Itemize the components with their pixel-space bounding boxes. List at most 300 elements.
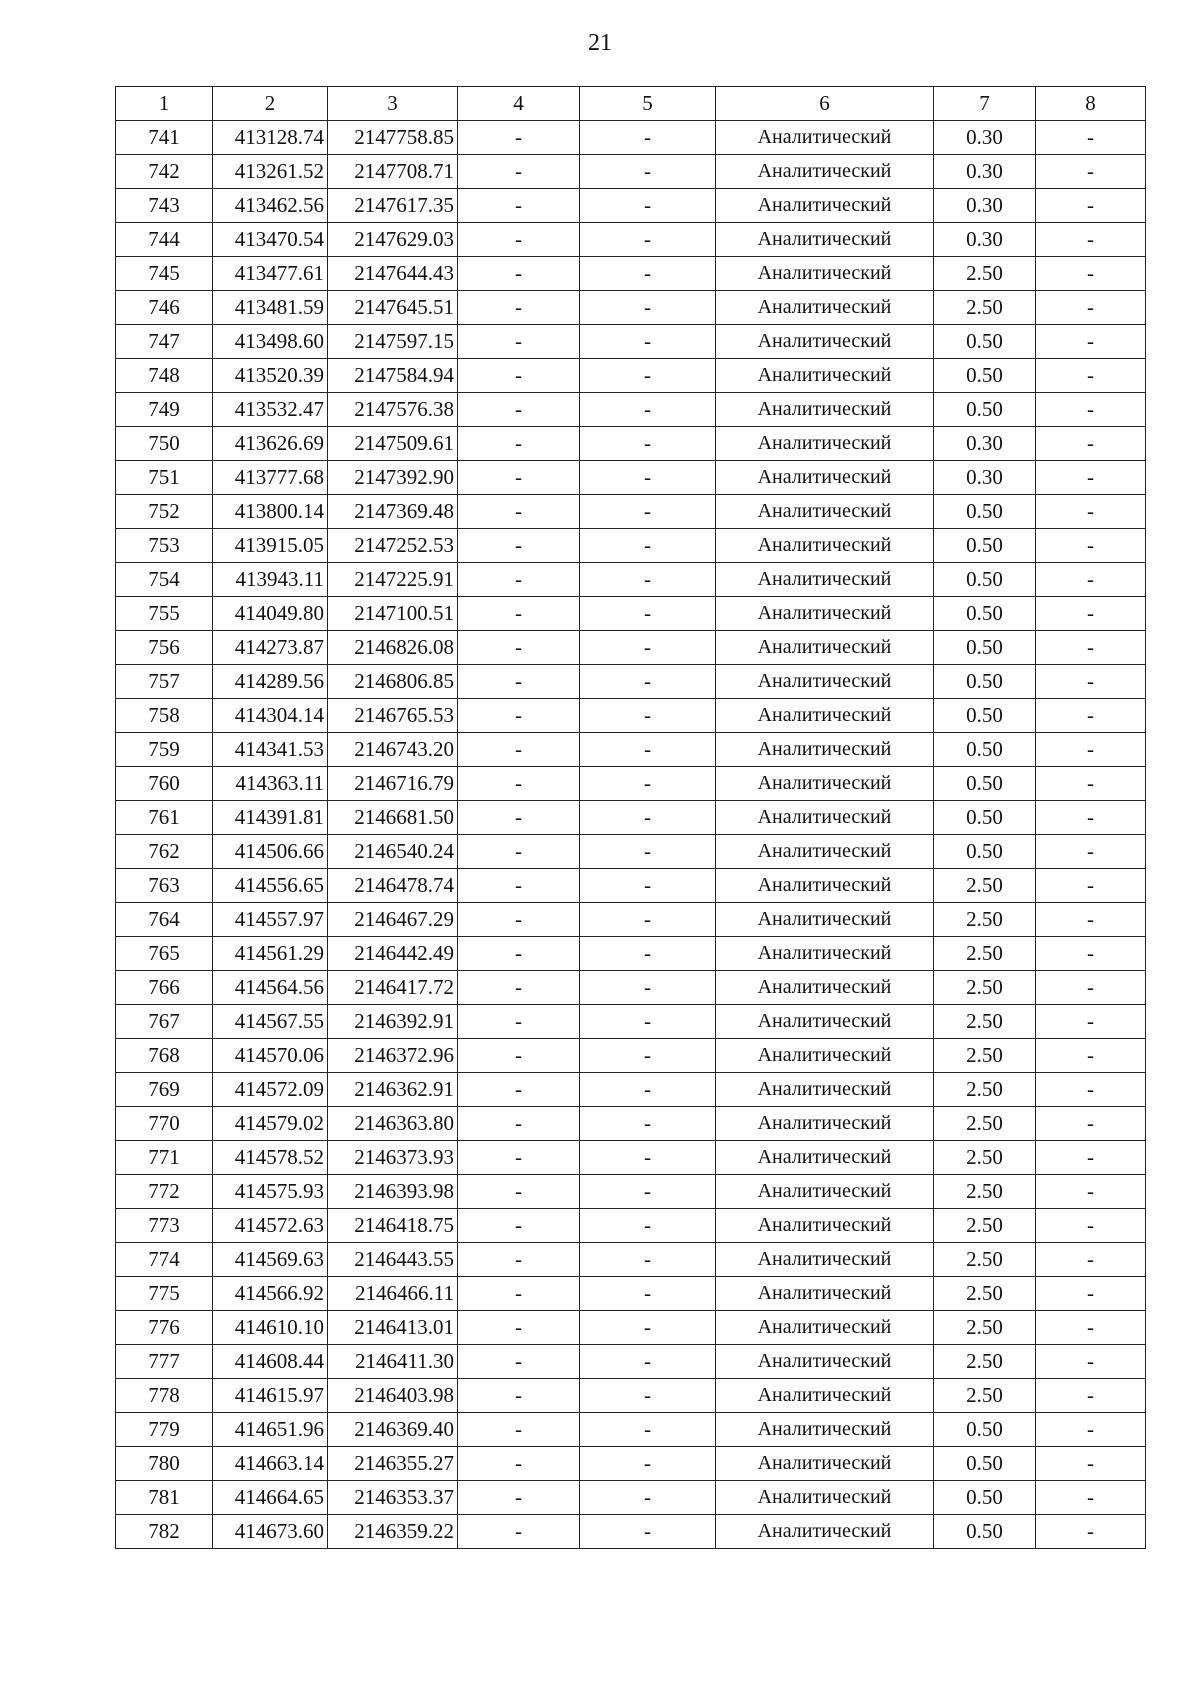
table-row — [116, 1481, 1146, 1515]
column-8-cell: - — [1036, 1005, 1146, 1039]
accuracy-cell: 2.50 — [934, 1005, 1036, 1039]
table-row — [116, 1379, 1146, 1413]
method-cell: Аналитический — [716, 665, 934, 699]
x-coordinate-cell: 414304.14 — [213, 699, 328, 733]
accuracy-cell: 0.50 — [934, 801, 1036, 835]
y-coordinate-cell: 2147584.94 — [328, 359, 458, 393]
column-4-cell: - — [458, 1243, 580, 1277]
column-4-cell: - — [458, 121, 580, 155]
x-coordinate-cell: 414363.11 — [213, 767, 328, 801]
table-body — [116, 121, 1146, 1549]
column-8-cell: - — [1036, 1277, 1146, 1311]
column-4-cell: - — [458, 971, 580, 1005]
x-coordinate-cell: 413520.39 — [213, 359, 328, 393]
accuracy-cell: 0.50 — [934, 631, 1036, 665]
x-coordinate-cell: 414506.66 — [213, 835, 328, 869]
accuracy-cell: 0.50 — [934, 665, 1036, 699]
method-cell: Аналитический — [716, 869, 934, 903]
table-row — [116, 869, 1146, 903]
accuracy-cell: 2.50 — [934, 1175, 1036, 1209]
point-number-cell: 761 — [116, 801, 213, 835]
column-8-cell: - — [1036, 1413, 1146, 1447]
column-5-cell: - — [580, 563, 716, 597]
table-header-row — [116, 87, 1146, 121]
accuracy-cell: 2.50 — [934, 971, 1036, 1005]
method-cell: Аналитический — [716, 597, 934, 631]
x-coordinate-cell: 414572.63 — [213, 1209, 328, 1243]
table-row — [116, 801, 1146, 835]
table-row — [116, 1243, 1146, 1277]
y-coordinate-cell: 2146418.75 — [328, 1209, 458, 1243]
column-8-cell: - — [1036, 1345, 1146, 1379]
column-5-cell: - — [580, 903, 716, 937]
x-coordinate-cell: 414610.10 — [213, 1311, 328, 1345]
y-coordinate-cell: 2146466.11 — [328, 1277, 458, 1311]
column-5-cell: - — [580, 869, 716, 903]
y-coordinate-cell: 2146403.98 — [328, 1379, 458, 1413]
column-8-cell: - — [1036, 1481, 1146, 1515]
column-5-cell: - — [580, 1481, 716, 1515]
point-number-cell: 765 — [116, 937, 213, 971]
method-cell: Аналитический — [716, 835, 934, 869]
column-4-cell: - — [458, 223, 580, 257]
y-coordinate-cell: 2146681.50 — [328, 801, 458, 835]
method-cell: Аналитический — [716, 903, 934, 937]
y-coordinate-cell: 2146442.49 — [328, 937, 458, 971]
method-cell: Аналитический — [716, 937, 934, 971]
x-coordinate-cell: 413777.68 — [213, 461, 328, 495]
method-cell: Аналитический — [716, 325, 934, 359]
column-4-cell: - — [458, 359, 580, 393]
accuracy-cell: 0.50 — [934, 563, 1036, 597]
column-header: 3 — [328, 87, 458, 121]
accuracy-cell: 0.50 — [934, 767, 1036, 801]
column-5-cell: - — [580, 665, 716, 699]
column-header: 5 — [580, 87, 716, 121]
column-5-cell: - — [580, 767, 716, 801]
x-coordinate-cell: 414557.97 — [213, 903, 328, 937]
x-coordinate-cell: 414289.56 — [213, 665, 328, 699]
column-8-cell: - — [1036, 1379, 1146, 1413]
column-8-cell: - — [1036, 1311, 1146, 1345]
column-4-cell: - — [458, 427, 580, 461]
method-cell: Аналитический — [716, 495, 934, 529]
column-4-cell: - — [458, 189, 580, 223]
point-number-cell: 756 — [116, 631, 213, 665]
column-4-cell: - — [458, 563, 580, 597]
column-4-cell: - — [458, 1039, 580, 1073]
column-5-cell: - — [580, 937, 716, 971]
column-4-cell: - — [458, 597, 580, 631]
accuracy-cell: 0.50 — [934, 733, 1036, 767]
accuracy-cell: 0.50 — [934, 393, 1036, 427]
point-number-cell: 742 — [116, 155, 213, 189]
method-cell: Аналитический — [716, 801, 934, 835]
table-row — [116, 121, 1146, 155]
y-coordinate-cell: 2146467.29 — [328, 903, 458, 937]
table-row — [116, 1277, 1146, 1311]
x-coordinate-cell: 414608.44 — [213, 1345, 328, 1379]
column-8-cell: - — [1036, 869, 1146, 903]
table-row — [116, 1039, 1146, 1073]
coordinates-table — [115, 86, 1146, 1549]
column-8-cell: - — [1036, 1073, 1146, 1107]
y-coordinate-cell: 2147617.35 — [328, 189, 458, 223]
accuracy-cell: 0.30 — [934, 155, 1036, 189]
column-5-cell: - — [580, 495, 716, 529]
method-cell: Аналитический — [716, 1107, 934, 1141]
column-5-cell: - — [580, 1277, 716, 1311]
x-coordinate-cell: 414673.60 — [213, 1515, 328, 1549]
x-coordinate-cell: 413943.11 — [213, 563, 328, 597]
y-coordinate-cell: 2147509.61 — [328, 427, 458, 461]
y-coordinate-cell: 2146355.27 — [328, 1447, 458, 1481]
column-8-cell: - — [1036, 1447, 1146, 1481]
accuracy-cell: 2.50 — [934, 1107, 1036, 1141]
y-coordinate-cell: 2146765.53 — [328, 699, 458, 733]
point-number-cell: 767 — [116, 1005, 213, 1039]
accuracy-cell: 2.50 — [934, 291, 1036, 325]
point-number-cell: 762 — [116, 835, 213, 869]
method-cell: Аналитический — [716, 291, 934, 325]
x-coordinate-cell: 414564.56 — [213, 971, 328, 1005]
point-number-cell: 770 — [116, 1107, 213, 1141]
column-4-cell: - — [458, 257, 580, 291]
table-row — [116, 1141, 1146, 1175]
point-number-cell: 746 — [116, 291, 213, 325]
column-8-cell: - — [1036, 1141, 1146, 1175]
column-4-cell: - — [458, 1141, 580, 1175]
accuracy-cell: 2.50 — [934, 1209, 1036, 1243]
table-row — [116, 1175, 1146, 1209]
y-coordinate-cell: 2146540.24 — [328, 835, 458, 869]
method-cell: Аналитический — [716, 1243, 934, 1277]
x-coordinate-cell: 414578.52 — [213, 1141, 328, 1175]
y-coordinate-cell: 2146716.79 — [328, 767, 458, 801]
column-5-cell: - — [580, 1073, 716, 1107]
point-number-cell: 750 — [116, 427, 213, 461]
x-coordinate-cell: 413532.47 — [213, 393, 328, 427]
table-row — [116, 427, 1146, 461]
column-4-cell: - — [458, 529, 580, 563]
method-cell: Аналитический — [716, 1141, 934, 1175]
column-4-cell: - — [458, 835, 580, 869]
y-coordinate-cell: 2146359.22 — [328, 1515, 458, 1549]
table-row — [116, 189, 1146, 223]
column-8-cell: - — [1036, 155, 1146, 189]
accuracy-cell: 0.50 — [934, 699, 1036, 733]
y-coordinate-cell: 2146413.01 — [328, 1311, 458, 1345]
column-5-cell: - — [580, 971, 716, 1005]
y-coordinate-cell: 2147392.90 — [328, 461, 458, 495]
column-5-cell: - — [580, 291, 716, 325]
column-4-cell: - — [458, 1073, 580, 1107]
y-coordinate-cell: 2147758.85 — [328, 121, 458, 155]
x-coordinate-cell: 414615.97 — [213, 1379, 328, 1413]
method-cell: Аналитический — [716, 971, 934, 1005]
y-coordinate-cell: 2147100.51 — [328, 597, 458, 631]
accuracy-cell: 0.30 — [934, 121, 1036, 155]
column-5-cell: - — [580, 1379, 716, 1413]
table-row — [116, 495, 1146, 529]
table-row — [116, 835, 1146, 869]
column-header: 1 — [116, 87, 213, 121]
accuracy-cell: 2.50 — [934, 257, 1036, 291]
point-number-cell: 754 — [116, 563, 213, 597]
column-5-cell: - — [580, 461, 716, 495]
y-coordinate-cell: 2147645.51 — [328, 291, 458, 325]
y-coordinate-cell: 2147629.03 — [328, 223, 458, 257]
column-4-cell: - — [458, 1209, 580, 1243]
x-coordinate-cell: 414566.92 — [213, 1277, 328, 1311]
y-coordinate-cell: 2146369.40 — [328, 1413, 458, 1447]
point-number-cell: 744 — [116, 223, 213, 257]
y-coordinate-cell: 2146743.20 — [328, 733, 458, 767]
column-8-cell: - — [1036, 903, 1146, 937]
x-coordinate-cell: 414391.81 — [213, 801, 328, 835]
table-row — [116, 257, 1146, 291]
x-coordinate-cell: 414570.06 — [213, 1039, 328, 1073]
x-coordinate-cell: 413915.05 — [213, 529, 328, 563]
column-8-cell: - — [1036, 1515, 1146, 1549]
x-coordinate-cell: 414651.96 — [213, 1413, 328, 1447]
column-5-cell: - — [580, 1175, 716, 1209]
column-5-cell: - — [580, 427, 716, 461]
accuracy-cell: 0.50 — [934, 1447, 1036, 1481]
table-row — [116, 223, 1146, 257]
method-cell: Аналитический — [716, 699, 934, 733]
column-5-cell: - — [580, 733, 716, 767]
column-4-cell: - — [458, 495, 580, 529]
column-8-cell: - — [1036, 223, 1146, 257]
column-5-cell: - — [580, 393, 716, 427]
column-4-cell: - — [458, 1345, 580, 1379]
accuracy-cell: 0.50 — [934, 1413, 1036, 1447]
accuracy-cell: 2.50 — [934, 869, 1036, 903]
y-coordinate-cell: 2147644.43 — [328, 257, 458, 291]
point-number-cell: 759 — [116, 733, 213, 767]
column-header: 7 — [934, 87, 1036, 121]
accuracy-cell: 2.50 — [934, 1073, 1036, 1107]
column-8-cell: - — [1036, 529, 1146, 563]
point-number-cell: 768 — [116, 1039, 213, 1073]
x-coordinate-cell: 414567.55 — [213, 1005, 328, 1039]
method-cell: Аналитический — [716, 189, 934, 223]
accuracy-cell: 0.30 — [934, 461, 1036, 495]
column-8-cell: - — [1036, 835, 1146, 869]
point-number-cell: 753 — [116, 529, 213, 563]
column-4-cell: - — [458, 1413, 580, 1447]
column-4-cell: - — [458, 1277, 580, 1311]
column-4-cell: - — [458, 1005, 580, 1039]
y-coordinate-cell: 2146373.93 — [328, 1141, 458, 1175]
table-row — [116, 359, 1146, 393]
point-number-cell: 771 — [116, 1141, 213, 1175]
column-8-cell: - — [1036, 597, 1146, 631]
y-coordinate-cell: 2146362.91 — [328, 1073, 458, 1107]
x-coordinate-cell: 414341.53 — [213, 733, 328, 767]
x-coordinate-cell: 414561.29 — [213, 937, 328, 971]
point-number-cell: 763 — [116, 869, 213, 903]
column-8-cell: - — [1036, 733, 1146, 767]
column-8-cell: - — [1036, 121, 1146, 155]
x-coordinate-cell: 413626.69 — [213, 427, 328, 461]
accuracy-cell: 0.50 — [934, 325, 1036, 359]
accuracy-cell: 0.50 — [934, 529, 1036, 563]
table-row — [116, 291, 1146, 325]
column-4-cell: - — [458, 461, 580, 495]
point-number-cell: 766 — [116, 971, 213, 1005]
column-8-cell: - — [1036, 461, 1146, 495]
point-number-cell: 743 — [116, 189, 213, 223]
x-coordinate-cell: 413498.60 — [213, 325, 328, 359]
method-cell: Аналитический — [716, 1039, 934, 1073]
column-8-cell: - — [1036, 359, 1146, 393]
accuracy-cell: 2.50 — [934, 1039, 1036, 1073]
y-coordinate-cell: 2146392.91 — [328, 1005, 458, 1039]
method-cell: Аналитический — [716, 563, 934, 597]
point-number-cell: 758 — [116, 699, 213, 733]
table-row — [116, 1209, 1146, 1243]
method-cell: Аналитический — [716, 1073, 934, 1107]
table-row — [116, 1413, 1146, 1447]
method-cell: Аналитический — [716, 359, 934, 393]
x-coordinate-cell: 413477.61 — [213, 257, 328, 291]
point-number-cell: 772 — [116, 1175, 213, 1209]
point-number-cell: 752 — [116, 495, 213, 529]
column-5-cell: - — [580, 1515, 716, 1549]
y-coordinate-cell: 2147225.91 — [328, 563, 458, 597]
accuracy-cell: 2.50 — [934, 903, 1036, 937]
y-coordinate-cell: 2146806.85 — [328, 665, 458, 699]
method-cell: Аналитический — [716, 1447, 934, 1481]
x-coordinate-cell: 414664.65 — [213, 1481, 328, 1515]
method-cell: Аналитический — [716, 223, 934, 257]
point-number-cell: 769 — [116, 1073, 213, 1107]
column-5-cell: - — [580, 631, 716, 665]
table-row — [116, 325, 1146, 359]
x-coordinate-cell: 413128.74 — [213, 121, 328, 155]
column-header: 2 — [213, 87, 328, 121]
column-5-cell: - — [580, 835, 716, 869]
accuracy-cell: 2.50 — [934, 937, 1036, 971]
method-cell: Аналитический — [716, 631, 934, 665]
table-row — [116, 631, 1146, 665]
y-coordinate-cell: 2146417.72 — [328, 971, 458, 1005]
y-coordinate-cell: 2146826.08 — [328, 631, 458, 665]
table-row — [116, 1345, 1146, 1379]
column-8-cell: - — [1036, 801, 1146, 835]
method-cell: Аналитический — [716, 1379, 934, 1413]
method-cell: Аналитический — [716, 1277, 934, 1311]
column-5-cell: - — [580, 223, 716, 257]
column-8-cell: - — [1036, 291, 1146, 325]
column-4-cell: - — [458, 155, 580, 189]
table-row — [116, 1107, 1146, 1141]
table-row — [116, 665, 1146, 699]
column-5-cell: - — [580, 1413, 716, 1447]
column-5-cell: - — [580, 257, 716, 291]
x-coordinate-cell: 414049.80 — [213, 597, 328, 631]
accuracy-cell: 2.50 — [934, 1379, 1036, 1413]
point-number-cell: 757 — [116, 665, 213, 699]
column-5-cell: - — [580, 699, 716, 733]
y-coordinate-cell: 2146372.96 — [328, 1039, 458, 1073]
column-8-cell: - — [1036, 563, 1146, 597]
column-8-cell: - — [1036, 325, 1146, 359]
column-8-cell: - — [1036, 971, 1146, 1005]
point-number-cell: 748 — [116, 359, 213, 393]
table-row — [116, 903, 1146, 937]
column-5-cell: - — [580, 1243, 716, 1277]
x-coordinate-cell: 413462.56 — [213, 189, 328, 223]
column-8-cell: - — [1036, 767, 1146, 801]
column-5-cell: - — [580, 1107, 716, 1141]
table-row — [116, 461, 1146, 495]
table-row — [116, 971, 1146, 1005]
table-row — [116, 1073, 1146, 1107]
accuracy-cell: 2.50 — [934, 1141, 1036, 1175]
column-5-cell: - — [580, 325, 716, 359]
column-5-cell: - — [580, 1311, 716, 1345]
point-number-cell: 774 — [116, 1243, 213, 1277]
y-coordinate-cell: 2147369.48 — [328, 495, 458, 529]
column-4-cell: - — [458, 1515, 580, 1549]
method-cell: Аналитический — [716, 1413, 934, 1447]
column-4-cell: - — [458, 1107, 580, 1141]
column-5-cell: - — [580, 189, 716, 223]
point-number-cell: 782 — [116, 1515, 213, 1549]
y-coordinate-cell: 2146393.98 — [328, 1175, 458, 1209]
column-5-cell: - — [580, 1345, 716, 1379]
column-8-cell: - — [1036, 665, 1146, 699]
column-8-cell: - — [1036, 257, 1146, 291]
accuracy-cell: 0.50 — [934, 1481, 1036, 1515]
accuracy-cell: 0.50 — [934, 359, 1036, 393]
table-row — [116, 563, 1146, 597]
column-8-cell: - — [1036, 1243, 1146, 1277]
table-row — [116, 155, 1146, 189]
column-4-cell: - — [458, 767, 580, 801]
column-5-cell: - — [580, 155, 716, 189]
column-4-cell: - — [458, 1447, 580, 1481]
point-number-cell: 745 — [116, 257, 213, 291]
method-cell: Аналитический — [716, 1345, 934, 1379]
column-header: 4 — [458, 87, 580, 121]
x-coordinate-cell: 414579.02 — [213, 1107, 328, 1141]
column-5-cell: - — [580, 1447, 716, 1481]
y-coordinate-cell: 2146363.80 — [328, 1107, 458, 1141]
column-8-cell: - — [1036, 1039, 1146, 1073]
point-number-cell: 755 — [116, 597, 213, 631]
column-8-cell: - — [1036, 699, 1146, 733]
y-coordinate-cell: 2147252.53 — [328, 529, 458, 563]
point-number-cell: 749 — [116, 393, 213, 427]
y-coordinate-cell: 2146478.74 — [328, 869, 458, 903]
column-8-cell: - — [1036, 393, 1146, 427]
table-row — [116, 937, 1146, 971]
point-number-cell: 779 — [116, 1413, 213, 1447]
table-row — [116, 699, 1146, 733]
table-row — [116, 529, 1146, 563]
accuracy-cell: 2.50 — [934, 1277, 1036, 1311]
column-5-cell: - — [580, 529, 716, 563]
y-coordinate-cell: 2147597.15 — [328, 325, 458, 359]
column-8-cell: - — [1036, 1209, 1146, 1243]
point-number-cell: 741 — [116, 121, 213, 155]
column-4-cell: - — [458, 801, 580, 835]
accuracy-cell: 2.50 — [934, 1243, 1036, 1277]
